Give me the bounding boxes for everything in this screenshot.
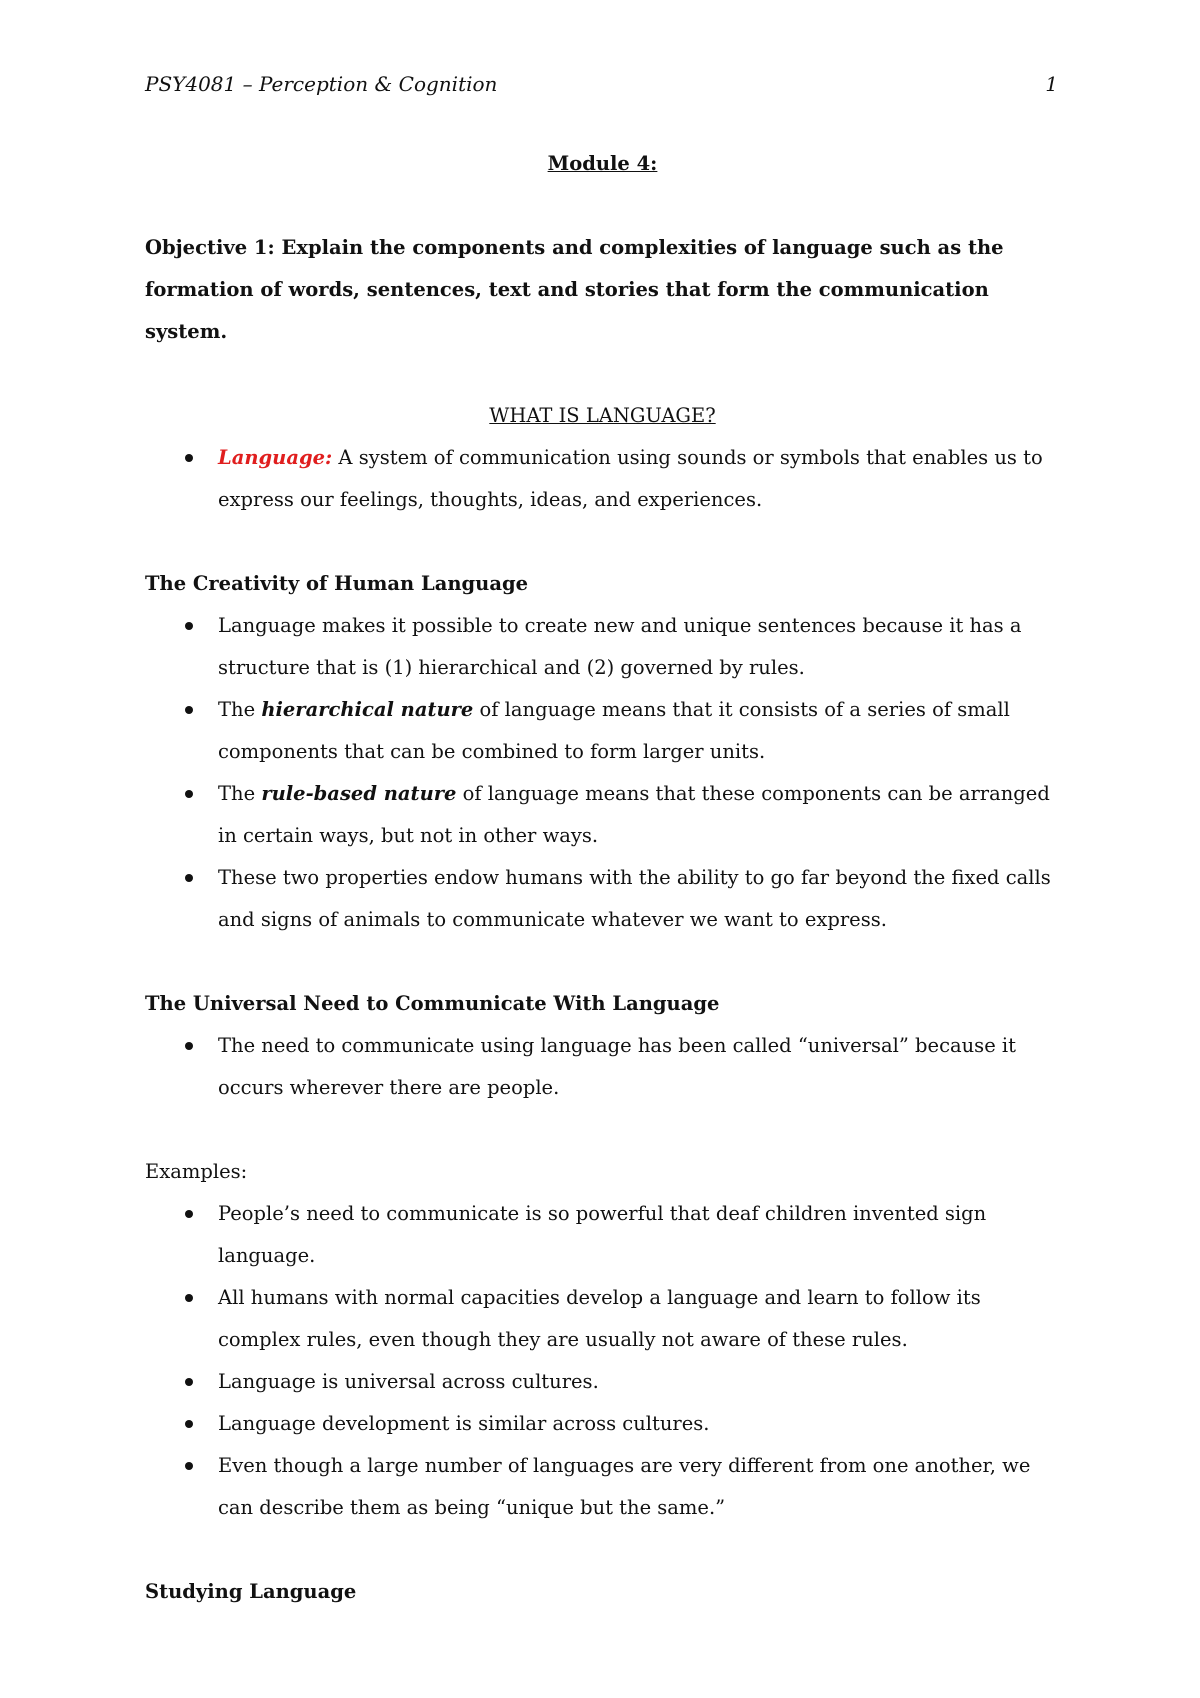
bullet-icon	[185, 1462, 193, 1470]
creativity-list	[145, 605, 1060, 941]
list-item	[145, 689, 1060, 773]
list-item-text: The need to communicate using language has been called “universal” because it occurs wherever there are people.	[218, 1034, 1017, 1099]
bullet-icon	[185, 1042, 193, 1050]
module-title: Module 4:	[547, 152, 658, 175]
list-item-text: Language makes it possible to create new and unique sentences because it has a structure that is (1) hierarchical and (2) governed by rules.	[218, 614, 1022, 679]
objective-statement: Objective 1: Explain the components and complexities of language such as the formation of words, sentences, text and stories that form the communication system.	[145, 236, 1004, 343]
language-definition: A system of communication using sounds or symbols that enables us to express our feelings, thoughts, ideas, and experiences.	[218, 446, 1043, 511]
page-number: 1	[1045, 72, 1058, 96]
list-item-text: All humans with normal capacities develop a language and learn to follow its complex rules, even though they are usually not aware of these rules.	[218, 1286, 981, 1351]
universal-list	[145, 1025, 1060, 1109]
bullet-icon	[185, 1294, 193, 1302]
bullet-icon	[185, 622, 193, 630]
bullet-icon	[185, 454, 193, 462]
bullet-icon	[185, 706, 193, 714]
list-item-text: Language development is similar across cultures.	[218, 1412, 710, 1435]
what-is-language-heading: WHAT IS LANGUAGE?	[489, 404, 716, 427]
list-item-text: Even though a large number of languages are very different from one another, we can describe them as being “unique but the same.”	[218, 1454, 1031, 1519]
bullet-icon	[185, 1210, 193, 1218]
list-item	[145, 1193, 1060, 1277]
creativity-heading: The Creativity of Human Language	[145, 572, 529, 595]
bullet-icon	[185, 1420, 193, 1428]
studying-language-heading: Studying Language	[145, 1580, 357, 1603]
list-item	[145, 1361, 1060, 1403]
definition-list	[145, 437, 1060, 521]
list-item-text: Language is universal across cultures.	[218, 1370, 599, 1393]
course-title: PSY4081 – Perception & Cognition	[145, 72, 498, 96]
list-item	[145, 1445, 1060, 1529]
list-item	[145, 1403, 1060, 1445]
hierarchical-term: hierarchical nature	[261, 698, 474, 721]
list-item-text: The	[218, 698, 262, 721]
list-item	[145, 605, 1060, 689]
list-item	[145, 857, 1060, 941]
list-item-text: These two properties endow humans with the ability to go far beyond the fixed calls and signs of animals to communicate whatever we want to express.	[218, 866, 1051, 931]
universal-need-heading: The Universal Need to Communicate With Language	[145, 992, 720, 1015]
list-item-text: People’s need to communicate is so powerful that deaf children invented sign language.	[218, 1202, 987, 1267]
document-body	[145, 143, 1060, 1613]
examples-list	[145, 1193, 1060, 1529]
bullet-icon	[185, 790, 193, 798]
list-item	[145, 773, 1060, 857]
examples-label: Examples:	[145, 1160, 248, 1183]
list-item-text: of language means that these components can be arranged in certain ways, but not in other ways.	[218, 782, 1050, 847]
list-item	[145, 1025, 1060, 1109]
list-item-text: The	[218, 782, 262, 805]
list-item	[145, 437, 1060, 521]
list-item-text: of language means that it consists of a series of small components that can be combined to form larger units.	[218, 698, 1010, 763]
language-term: Language:	[218, 446, 333, 469]
bullet-icon	[185, 874, 193, 882]
page-header	[145, 72, 1058, 102]
bullet-icon	[185, 1378, 193, 1386]
spacer	[145, 353, 1060, 395]
list-item	[145, 1277, 1060, 1361]
rule-based-term: rule-based nature	[261, 782, 457, 805]
